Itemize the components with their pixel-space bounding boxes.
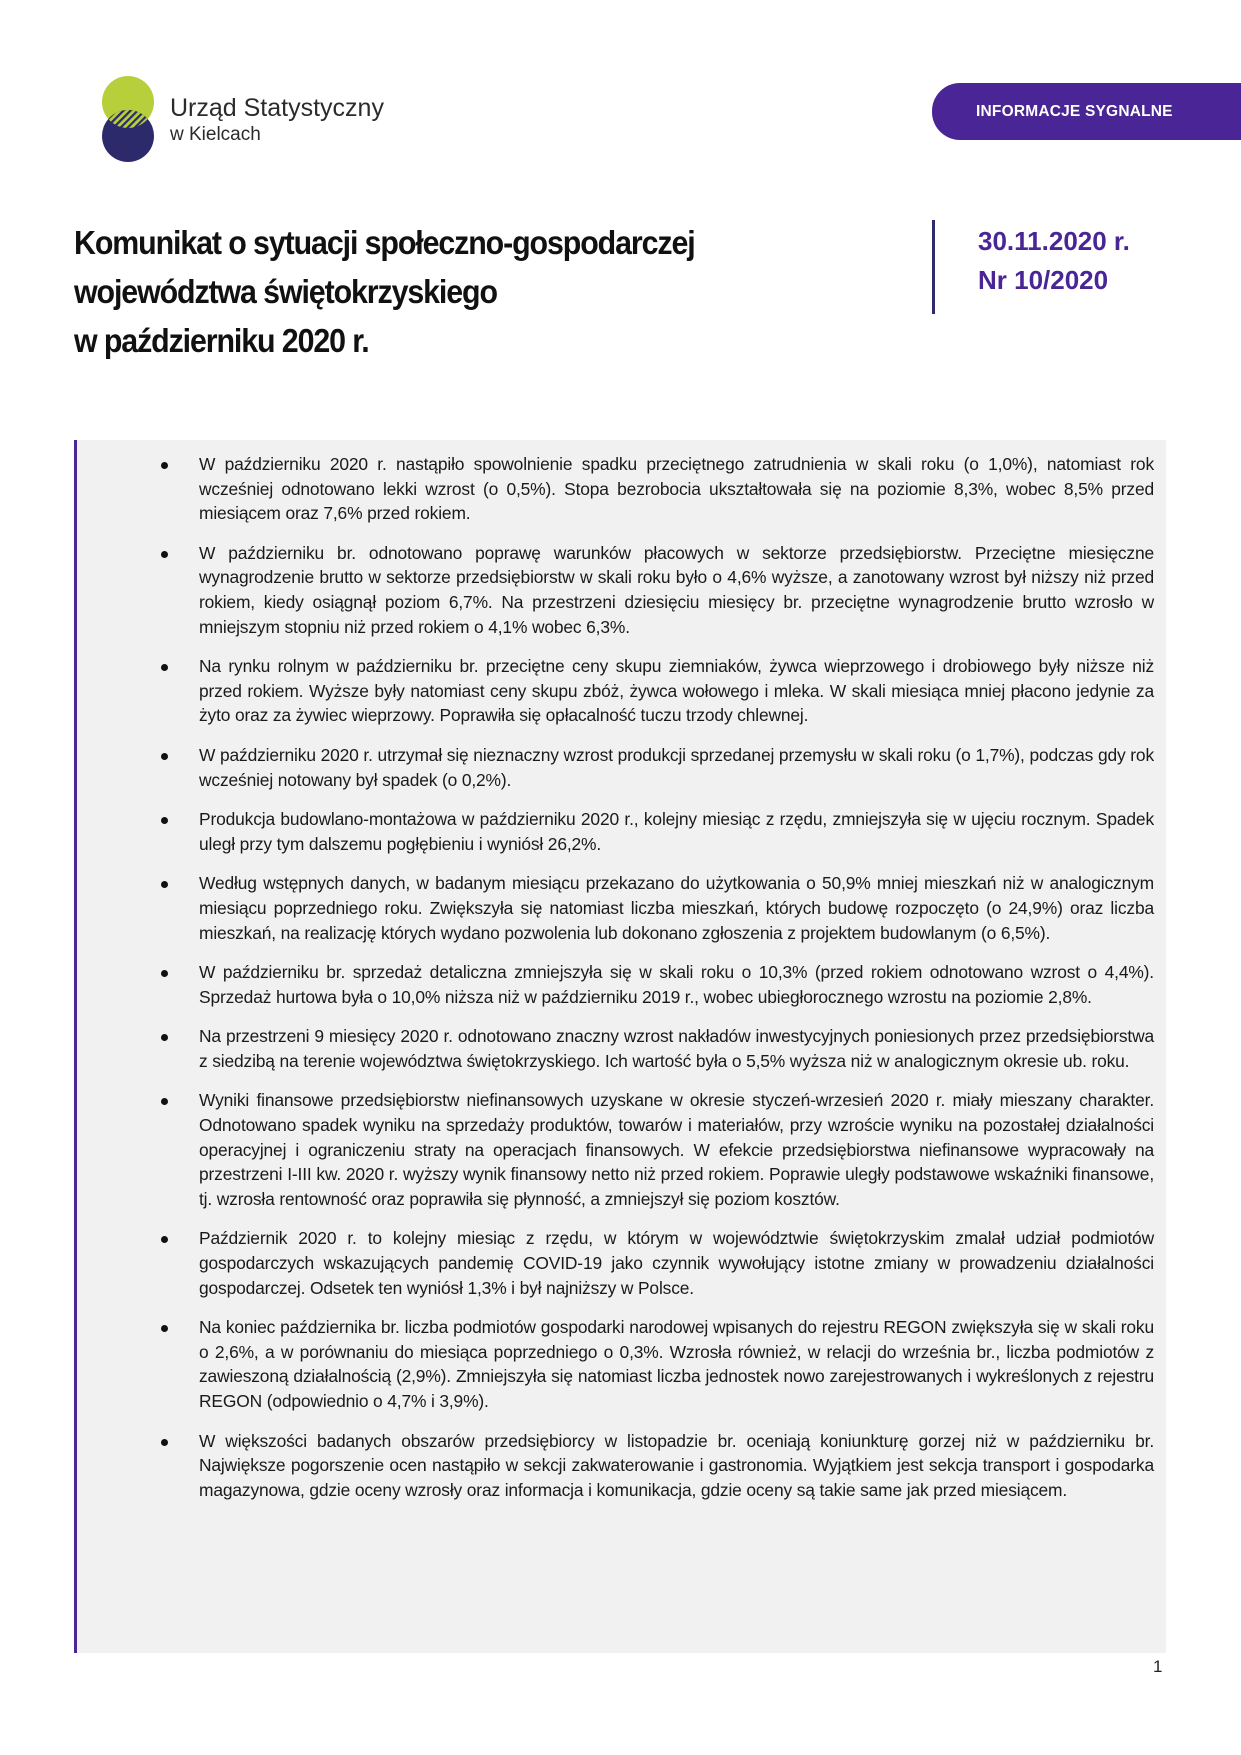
title-line: w październiku 2020 r. xyxy=(74,322,369,359)
bullet-icon xyxy=(161,1325,168,1332)
summary-item xyxy=(77,871,1154,945)
bullet-icon xyxy=(161,881,168,888)
bullet-icon xyxy=(161,462,168,469)
summary-item-text: Na koniec października br. liczba podmiotów gospodarki narodowej wpisanych do rejestru REGON zwiększyła się w skali roku o 2,6%, a w porównaniu do miesiąca poprzedniego o 0,3%. Wzrosła również, w relacji do września br., liczba podmiotów z zawieszoną działalnością (2,9%). Zmniejszyła się natomiast liczba jednostek nowo zarejestrowanych i wykreślonych z rejestru REGON (odpowiednio o 4,7% i 3,9%). xyxy=(199,1317,1154,1411)
summary-item-text: W październiku 2020 r. utrzymał się nieznaczny wzrost produkcji sprzedanej przemysłu w skali roku (o 1,7%), podczas gdy rok wcześniej notowany był spadek (o 0,2%). xyxy=(199,744,1154,790)
publication-type-badge: INFORMACJE SYGNALNE xyxy=(932,83,1241,140)
institution-logo xyxy=(100,76,400,162)
summary-item-text: Na rynku rolnym w październiku br. przeciętne ceny skupu ziemniaków, żywca wieprzowego i drobiowego były niższe niż przed rokiem. Wyższe były natomiast ceny skupu zbóż, żywca wołowego i mleka. W skali miesiąca mniej płacono jedynie za żyto oraz za żywiec wieprzowy. Poprawiła się opłacalność tuczu trzody chlewnej. xyxy=(199,656,1154,726)
summary-list xyxy=(77,440,1166,1502)
summary-item xyxy=(77,960,1154,1009)
page-number: 1 xyxy=(1153,1657,1163,1676)
logo-title: Urząd Statystyczny xyxy=(170,94,384,122)
summary-item-text: W październiku br. odnotowano poprawę warunków płacowych w sektorze przedsiębiorstw. Przeciętne miesięczne wynagrodzenie brutto w sektorze przedsiębiorstw w skali roku było o 4,6% wyższe, a zanotowany wzrost był niższy niż przed rokiem, kiedy osiągnął poziom 6,7%. Na przestrzeni dziesięciu miesięcy br. przeciętne wynagrodzenie brutto wzrosło w mniejszym stopniu niż przed rokiem o 4,1% wobec 6,3%. xyxy=(199,542,1154,637)
bullet-icon xyxy=(161,1439,168,1446)
summary-item xyxy=(77,1429,1154,1503)
meta-divider xyxy=(932,220,935,314)
summary-item-text: W październiku 2020 r. nastąpiło spowolnienie spadku przeciętnego zatrudnienia w skali roku (o 1,0%), natomiast rok wcześniej odnotowano lekki wzrost (o 0,5%). Stopa bezrobocia ukształtowała się na poziomie 8,3%, wobec 8,5% przed miesiącem oraz 7,6% przed rokiem. xyxy=(199,454,1154,524)
page-title xyxy=(74,218,792,365)
publication-number: Nr 10/2020 xyxy=(978,265,1109,295)
summary-item xyxy=(77,452,1154,526)
bullet-icon xyxy=(161,970,168,977)
summary-item xyxy=(77,743,1154,792)
bullet-icon xyxy=(161,1236,168,1243)
summary-item-text: W październiku br. sprzedaż detaliczna zmniejszyła się w skali roku o 10,3% (przed rokiem odnotowano wzrost o 4,4%). Sprzedaż hurtowa była o 10,0% niższa niż w październiku 2019 r., wobec ubiegłorocznego wzrostu na poziomie 2,8%. xyxy=(199,962,1154,1007)
summary-item xyxy=(77,1315,1154,1413)
summary-item xyxy=(77,1226,1154,1300)
publication-date: 30.11.2020 r. xyxy=(978,226,1130,256)
summary-item xyxy=(77,541,1154,639)
summary-item-text: W większości badanych obszarów przedsiębiorcy w listopadzie br. oceniają koniunkturę gorzej niż w październiku br. Największe pogorszenie ocen nastąpiło w sekcji zakwaterowanie i gastronomia. Wyjątkiem jest sekcja transport i gospodarka magazynowa, gdzie oceny wzrosły oraz informacja i komunikacja, gdzie oceny są takie same jak przed miesiącem. xyxy=(199,1430,1154,1500)
summary-item-text: Produkcja budowlano-montażowa w październiku 2020 r., kolejny miesiąc z rzędu, zmniejszyła się w ujęciu rocznym. Spadek uległ przy tym dalszemu pogłębieniu i wyniósł 26,2%. xyxy=(199,809,1154,854)
summary-item-text: Według wstępnych danych, w badanym miesiącu przekazano do użytkowania o 50,9% mniej mieszkań niż w analogicznym miesiącu poprzedniego roku. Zwiększyła się natomiast liczba mieszkań, których budowę rozpoczęto (o 24,9%) oraz liczba mieszkań, na realizację których wydano pozwolenia lub dokonano zgłoszenia z projektem budowlanym (o 6,5%). xyxy=(199,873,1154,943)
summary-item-text: Na przestrzeni 9 miesięcy 2020 r. odnotowano znaczny wzrost nakładów inwestycyjnych poniesionych przez przedsiębiorstwa z siedzibą na terenie województwa świętokrzyskiego. Ich wartość była o 5,5% wyższa niż w analogicznym okresie ub. roku. xyxy=(199,1026,1154,1071)
logo-subtitle: w Kielcach xyxy=(170,124,261,145)
bullet-icon xyxy=(161,817,168,824)
bullet-icon xyxy=(161,1034,168,1041)
bullet-icon xyxy=(161,664,168,671)
bullet-icon xyxy=(161,551,168,558)
bullet-icon xyxy=(161,753,168,760)
title-line: Komunikat o sytuacji społeczno-gospodarczej xyxy=(74,224,695,261)
logo-circles-icon xyxy=(100,76,156,162)
summary-item xyxy=(77,807,1154,856)
summary-item xyxy=(77,654,1154,728)
summary-item xyxy=(77,1088,1154,1211)
summary-item xyxy=(77,1024,1154,1073)
summary-item-text: Wyniki finansowe przedsiębiorstw niefinansowych uzyskane w okresie styczeń-wrzesień 2020 r. miały mieszany charakter. Odnotowano spadek wyniku na sprzedaży produktów, towarów i materiałów, przy wzroście wyniku na pozostałej działalności operacyjnej i ograniczeniu straty na operacjach finansowych. W efekcie przedsiębiorstwa niefinansowe wypracowały na przestrzeni I-III kw. 2020 r. wyższy wynik finansowy netto niż przed rokiem. Poprawie uległy podstawowe wskaźniki finansowe, tj. wzrosła rentowność oraz poprawiła się płynność, a zmniejszył się poziom kosztów. xyxy=(199,1090,1154,1209)
publication-meta xyxy=(978,222,1130,300)
title-line: województwa świętokrzyskiego xyxy=(74,273,497,310)
summary-box xyxy=(74,440,1166,1653)
summary-item-text: Październik 2020 r. to kolejny miesiąc z rzędu, w którym w województwie świętokrzyskim zmalał udział podmiotów gospodarczych wskazujących pandemię COVID-19 jako czynnik wywołujący istotne zmiany w prowadzeniu działalności gospodarczej. Odsetek ten wyniósł 1,3% i był najniższy w Polsce. xyxy=(199,1228,1154,1298)
bullet-icon xyxy=(161,1098,168,1105)
